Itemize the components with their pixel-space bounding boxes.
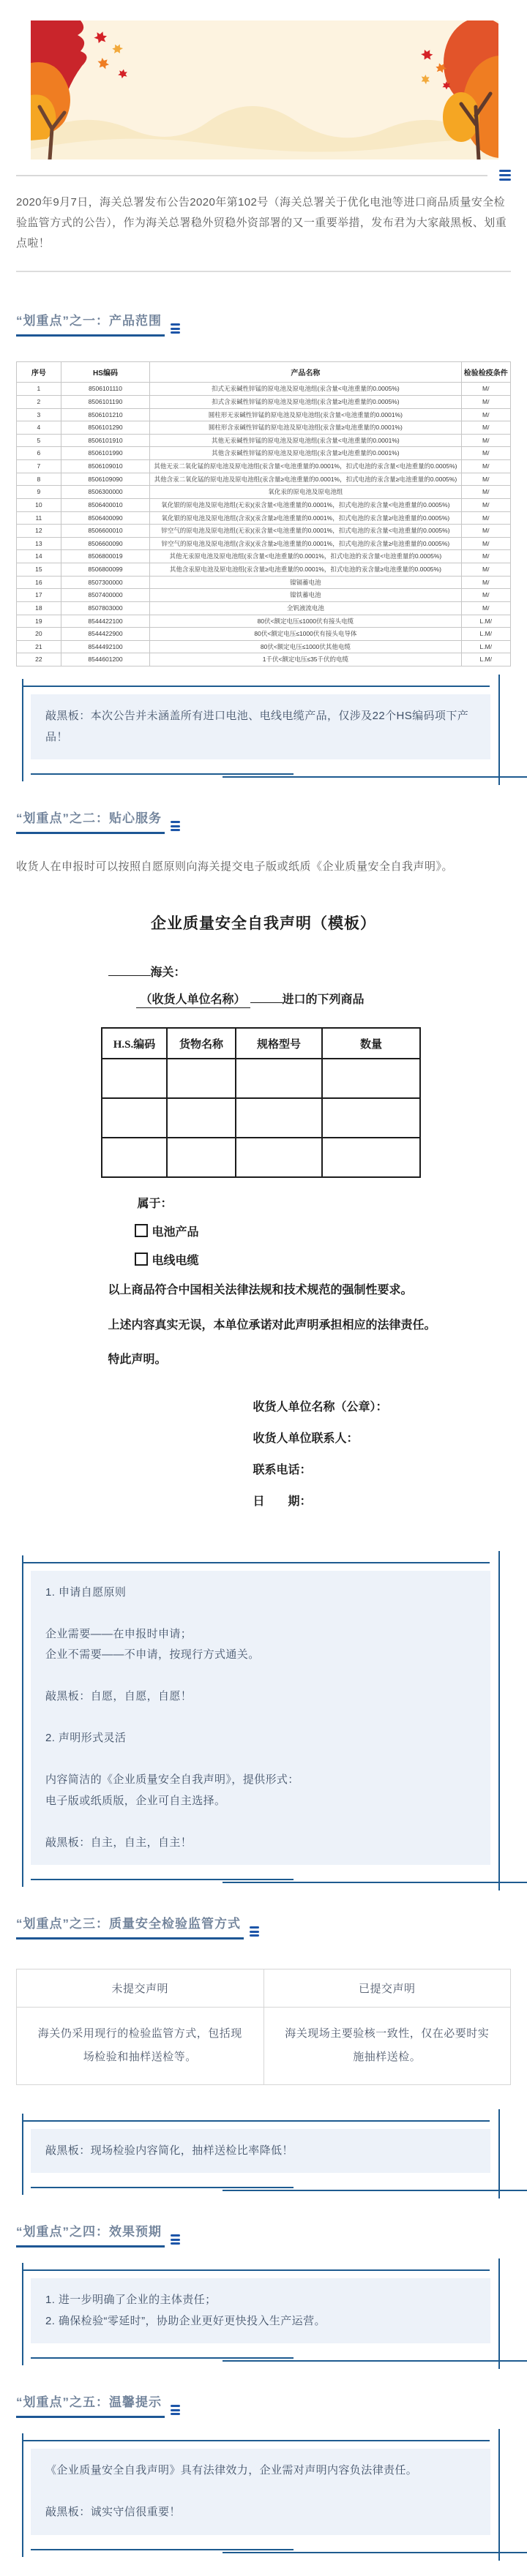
form-col-header: 规格型号 bbox=[236, 1028, 323, 1059]
form-empty-cell bbox=[236, 1138, 323, 1177]
section-title: “划重点”之一：产品范围 bbox=[16, 310, 165, 337]
blank-underline bbox=[108, 964, 151, 976]
section-heading-1 bbox=[16, 310, 511, 337]
section-heading-2 bbox=[16, 808, 511, 834]
table-row bbox=[17, 383, 511, 396]
cell-cond: M/ bbox=[461, 511, 511, 525]
callout-line: 敲黑板：诚实守信很重要！ bbox=[45, 2506, 181, 2519]
checkbox-icon bbox=[135, 1253, 148, 1266]
cell-hs: 8544422100 bbox=[61, 615, 150, 628]
table-row bbox=[17, 473, 511, 486]
cell-name: 其他含汞原电池及原电池组(汞含量≥电池重量的0.0001%，扣式电池的汞含量≥电池重量的0.0005%) bbox=[150, 563, 461, 577]
callout-border bbox=[22, 679, 23, 781]
form-empty-cell bbox=[102, 1138, 168, 1177]
form-empty-cell bbox=[236, 1059, 323, 1098]
form-checkbox-row bbox=[135, 1251, 463, 1268]
hamburger-icon bbox=[171, 2405, 180, 2415]
table-row bbox=[17, 537, 511, 550]
cell-no: 14 bbox=[17, 550, 61, 563]
compare-cell-no-declaration: 海关仍采用现行的检验监管方式，包括现场检验和抽样送检等。 bbox=[17, 2008, 264, 2085]
table-row bbox=[17, 498, 511, 511]
product-table-body bbox=[17, 383, 511, 666]
table-row bbox=[17, 615, 511, 628]
callout-border bbox=[498, 2258, 500, 2369]
form-empty-cell bbox=[102, 1059, 168, 1098]
cell-cond: M/ bbox=[461, 576, 511, 589]
cell-cond: L.M/ bbox=[461, 615, 511, 628]
form-paragraph: 上述内容真实无误，本单位承诺对此声明承担相应的法律责任。 bbox=[108, 1318, 436, 1332]
cell-no: 1 bbox=[17, 383, 61, 396]
form-empty-row bbox=[102, 1138, 420, 1177]
section-heading-4 bbox=[16, 2221, 511, 2248]
form-table-header-row bbox=[102, 1028, 420, 1059]
table-row bbox=[17, 550, 511, 563]
cell-cond: M/ bbox=[461, 498, 511, 511]
cell-cond: M/ bbox=[461, 563, 511, 577]
cell-hs: 8544601200 bbox=[61, 653, 150, 666]
callout-line: 敲黑板：现场检验内容简化，抽样送检比率降低！ bbox=[45, 2144, 294, 2157]
form-empty-cell bbox=[236, 1098, 323, 1138]
blackboard-callout-2 bbox=[22, 1562, 500, 1876]
cell-name: 圆柱形含汞碱性锌锰的原电池及原电池组(汞含量≥电池重量的0.0001%) bbox=[150, 421, 461, 435]
cell-cond: M/ bbox=[461, 550, 511, 563]
cell-hs: 8506101190 bbox=[61, 395, 150, 408]
cell-hs: 8506101210 bbox=[61, 408, 150, 421]
divider-line bbox=[16, 271, 511, 272]
callout-line bbox=[45, 1708, 476, 1729]
callout-border bbox=[22, 1562, 490, 1563]
callout-border bbox=[22, 1555, 23, 1888]
cell-name: 圆柱形无汞碱性锌锰的原电池及原电池组(汞含量<电池重量的0.0001%) bbox=[150, 408, 461, 421]
cell-cond: M/ bbox=[461, 460, 511, 473]
banner-container bbox=[0, 0, 527, 159]
cell-name: 其他无汞碱性锌锰的原电池及原电池组(汞含量<电池重量的0.0001%) bbox=[150, 434, 461, 447]
compare-table bbox=[16, 1969, 511, 2085]
section-title: “划重点”之四：效果预期 bbox=[16, 2221, 165, 2248]
callout-border bbox=[22, 2114, 23, 2196]
callout-line: 企业不需要——不申请，按现行方式通关。 bbox=[45, 1648, 260, 1661]
cell-name: 锌空气的原电池及原电池组(含汞)(汞含量≥电池重量的0.0001%，扣式电池的汞含量≥电池重量的0.0005%) bbox=[150, 537, 461, 550]
callout-line: 敲黑板：自主，自主，自主！ bbox=[45, 1836, 193, 1849]
product-table-header-row bbox=[17, 362, 511, 383]
hamburger-icon bbox=[171, 2234, 180, 2245]
cell-cond: M/ bbox=[461, 601, 511, 615]
form-empty-cell bbox=[322, 1138, 419, 1177]
form-goods-label: 进口的下列商品 bbox=[282, 994, 365, 1006]
cell-no: 22 bbox=[17, 653, 61, 666]
cell-no: 20 bbox=[17, 628, 61, 641]
cell-hs: 8506101110 bbox=[61, 383, 150, 396]
blackboard-callout-5 bbox=[22, 2440, 500, 2545]
callout-border bbox=[223, 2360, 527, 2362]
cell-hs: 8506101290 bbox=[61, 421, 150, 435]
col-header-cond: 检验检疫条件 bbox=[461, 362, 511, 383]
cell-hs: 8544492100 bbox=[61, 640, 150, 653]
table-row bbox=[17, 460, 511, 473]
autumn-trees-illustration bbox=[31, 20, 498, 159]
callout-line: 企业需要——在申报时申请； bbox=[45, 1627, 193, 1640]
checkbox-label: 电池产品 bbox=[152, 1226, 199, 1239]
cell-hs: 8506400090 bbox=[61, 511, 150, 525]
cell-hs: 8544422900 bbox=[61, 628, 150, 641]
product-table bbox=[16, 361, 511, 666]
callout-border bbox=[22, 2263, 23, 2365]
form-signature-line: 联系电话： bbox=[253, 1464, 312, 1477]
table-row bbox=[17, 395, 511, 408]
cell-hs: 8506600090 bbox=[61, 537, 150, 550]
cell-name: 全钒液流电池 bbox=[150, 601, 461, 615]
callout-body bbox=[31, 2278, 490, 2343]
hamburger-icon[interactable] bbox=[499, 170, 511, 181]
checkbox-label: 电线电缆 bbox=[152, 1255, 199, 1267]
cell-hs: 8506101990 bbox=[61, 447, 150, 460]
callout-border bbox=[22, 2433, 23, 2557]
form-signature-line: 收货人单位联系人： bbox=[253, 1432, 359, 1445]
cell-cond: M/ bbox=[461, 447, 511, 460]
content-divider bbox=[16, 170, 511, 181]
cell-cond: M/ bbox=[461, 434, 511, 447]
table-row bbox=[17, 576, 511, 589]
callout-line bbox=[45, 2482, 476, 2503]
form-col-header: H.S.编码 bbox=[102, 1028, 168, 1059]
callout-line: 《企业质量安全自我声明》具有法律效力，企业需对声明内容负法律责任。 bbox=[45, 2464, 418, 2477]
callout-border bbox=[31, 1879, 294, 1880]
form-signature-block bbox=[253, 1392, 463, 1518]
callout-border bbox=[223, 2552, 527, 2553]
form-empty-cell bbox=[167, 1059, 235, 1098]
form-consignee-line bbox=[136, 990, 463, 1007]
cell-no: 15 bbox=[17, 563, 61, 577]
cell-cond: M/ bbox=[461, 395, 511, 408]
cell-cond: L.M/ bbox=[461, 628, 511, 641]
cell-no: 17 bbox=[17, 589, 61, 602]
table-row bbox=[17, 563, 511, 577]
cell-name: 氧化汞的原电池及原电池组 bbox=[150, 486, 461, 499]
compare-col-with-declaration: 已提交声明 bbox=[264, 1969, 511, 2008]
form-empty-row bbox=[102, 1098, 420, 1138]
form-empty-cell bbox=[322, 1059, 419, 1098]
cell-name: 其他无汞原电池及原电池组(汞含量<电池重量的0.0001%，扣式电池的汞含量<电池重量的0.0005%) bbox=[150, 550, 461, 563]
cell-name: 氧化银的原电池及原电池组(含汞)(汞含量≥电池重量的0.0001%，扣式电池的汞含量≥电池重量的0.0005%) bbox=[150, 511, 461, 525]
cell-hs: 8507400000 bbox=[61, 589, 150, 602]
callout-line bbox=[45, 1811, 476, 1833]
blackboard-callout-1 bbox=[22, 686, 500, 770]
table-row bbox=[17, 601, 511, 615]
cell-cond: M/ bbox=[461, 486, 511, 499]
form-paragraph: 特此声明。 bbox=[108, 1353, 167, 1367]
callout-border bbox=[22, 686, 490, 687]
form-empty-cell bbox=[167, 1098, 235, 1138]
cell-cond: M/ bbox=[461, 537, 511, 550]
cell-hs: 8506300000 bbox=[61, 486, 150, 499]
hamburger-icon bbox=[171, 821, 180, 831]
cell-hs: 8506800019 bbox=[61, 550, 150, 563]
table-row bbox=[17, 653, 511, 666]
cell-no: 5 bbox=[17, 434, 61, 447]
cell-name: 80伏<额定电压≤1000伏有接头电导体 bbox=[150, 628, 461, 641]
cell-cond: L.M/ bbox=[461, 640, 511, 653]
cell-hs: 8506600010 bbox=[61, 525, 150, 538]
cell-no: 16 bbox=[17, 576, 61, 589]
checkbox-icon bbox=[135, 1224, 148, 1237]
callout-line: 1. 进一步明确了企业的主体责任； bbox=[45, 2294, 217, 2307]
cell-name: 镍镉蓄电池 bbox=[150, 576, 461, 589]
callout-border bbox=[498, 2109, 500, 2199]
cell-name: 扣式含汞碱性锌锰的原电池及原电池组(汞含量≥电池重量的0.0005%) bbox=[150, 395, 461, 408]
section-heading-5 bbox=[16, 2392, 511, 2418]
cell-hs: 8507803000 bbox=[61, 601, 150, 615]
callout-body bbox=[31, 2449, 490, 2535]
cell-name: 其他含汞二氧化锰的原电池及原电池组(汞含量≥电池重量的0.0001%，扣式电池的汞含量≥电池重量的0.0005%) bbox=[150, 473, 461, 486]
cell-no: 6 bbox=[17, 447, 61, 460]
cell-no: 18 bbox=[17, 601, 61, 615]
callout-body bbox=[31, 2129, 490, 2174]
callout-border bbox=[223, 776, 527, 778]
form-empty-cell bbox=[322, 1098, 419, 1138]
table-row bbox=[17, 628, 511, 641]
table-row bbox=[17, 589, 511, 602]
col-header-hs: HS编码 bbox=[61, 362, 150, 383]
form-signature-line: 日 期： bbox=[253, 1495, 312, 1509]
cell-cond: M/ bbox=[461, 383, 511, 396]
callout-line bbox=[45, 1666, 476, 1687]
form-goods-table bbox=[101, 1027, 421, 1178]
cell-no: 9 bbox=[17, 486, 61, 499]
table-row bbox=[17, 434, 511, 447]
callout-border bbox=[31, 2549, 294, 2550]
callout-border bbox=[31, 2187, 294, 2188]
cell-hs: 8506109090 bbox=[61, 473, 150, 486]
cell-name: 80伏<额定电压≤1000伏其他电缆 bbox=[150, 640, 461, 653]
cell-no: 19 bbox=[17, 615, 61, 628]
cell-cond: M/ bbox=[461, 408, 511, 421]
cell-no: 13 bbox=[17, 537, 61, 550]
divider-line bbox=[16, 175, 487, 176]
cell-no: 4 bbox=[17, 421, 61, 435]
consignee-name-underlined: （收货人单位名称） bbox=[136, 994, 250, 1008]
cell-hs: 8506101910 bbox=[61, 434, 150, 447]
cell-no: 8 bbox=[17, 473, 61, 486]
table-row bbox=[17, 447, 511, 460]
blackboard-callout-3 bbox=[22, 2120, 500, 2184]
callout-border bbox=[498, 675, 500, 785]
form-empty-row bbox=[102, 1059, 420, 1098]
section-title: “划重点”之五：温馨提示 bbox=[16, 2392, 165, 2418]
callout-line: 敲黑板：自愿，自愿，自愿！ bbox=[45, 1690, 193, 1703]
section-heading-3 bbox=[16, 1913, 511, 1939]
cell-no: 12 bbox=[17, 525, 61, 538]
callout-line: 内容简洁的《企业质量安全自我声明》，提供形式： bbox=[45, 1773, 299, 1787]
cell-no: 21 bbox=[17, 640, 61, 653]
blank-underline bbox=[250, 991, 283, 1003]
cell-cond: M/ bbox=[461, 525, 511, 538]
callout-border bbox=[22, 2120, 490, 2122]
callout-border bbox=[31, 773, 294, 775]
callout-body bbox=[31, 1571, 490, 1866]
table-row bbox=[17, 408, 511, 421]
cell-cond: M/ bbox=[461, 421, 511, 435]
table-row bbox=[17, 421, 511, 435]
cell-no: 11 bbox=[17, 511, 61, 525]
callout-line: 2. 声明形式灵活 bbox=[45, 1732, 127, 1745]
cell-name: 锌空气的原电池及原电池组(无汞)(汞含量<电池重量的0.0001%，扣式电池的汞含量<电池重量的0.0005%) bbox=[150, 525, 461, 538]
callout-line: 1. 申请自愿原则 bbox=[45, 1585, 127, 1599]
cell-name: 1千伏<额定电压≤35千伏的电缆 bbox=[150, 653, 461, 666]
callout-line: 敲黑板：本次公告并未涵盖所有进口电池、电线电缆产品，仅涉及22个HS编码项下产品！ bbox=[45, 710, 469, 743]
form-col-header: 货物名称 bbox=[167, 1028, 235, 1059]
form-paragraph: 以上商品符合中国相关法律法规和技术规范的强制性要求。 bbox=[108, 1284, 413, 1296]
cell-hs: 8507300000 bbox=[61, 576, 150, 589]
cell-name: 其他含汞碱性锌锰的原电池及原电池组(汞含量≥电池重量的0.0001%) bbox=[150, 447, 461, 460]
col-header-name: 产品名称 bbox=[150, 362, 461, 383]
form-paragraphs bbox=[64, 1278, 463, 1373]
cell-no: 10 bbox=[17, 498, 61, 511]
form-customs-line bbox=[108, 963, 463, 980]
callout-border bbox=[22, 2440, 490, 2441]
table-row bbox=[17, 525, 511, 538]
callout-line: 2. 确保检验“零延时”，协助企业更好更快投入生产运营。 bbox=[45, 2314, 326, 2327]
hamburger-icon bbox=[171, 323, 180, 334]
cell-no: 7 bbox=[17, 460, 61, 473]
compare-cell-with-declaration: 海关现场主要验核一致性，仅在必要时实施抽样送检。 bbox=[264, 2008, 511, 2085]
callout-border bbox=[22, 2269, 490, 2271]
form-col-header: 数量 bbox=[322, 1028, 419, 1059]
form-customs-label: 海关： bbox=[150, 966, 186, 979]
section-title: “划重点”之二：贴心服务 bbox=[16, 808, 165, 834]
cell-no: 3 bbox=[17, 408, 61, 421]
cell-name: 镍铁蓄电池 bbox=[150, 589, 461, 602]
compare-header-row bbox=[17, 1969, 511, 2008]
callout-border bbox=[223, 2190, 527, 2191]
callout-line bbox=[45, 1603, 476, 1624]
form-empty-cell bbox=[102, 1098, 168, 1138]
table-row bbox=[17, 640, 511, 653]
cell-cond: M/ bbox=[461, 473, 511, 486]
col-header-no: 序号 bbox=[17, 362, 61, 383]
cell-name: 扣式无汞碱性锌锰的原电池及原电池组(汞含量<电池重量的0.0005%) bbox=[150, 383, 461, 396]
table-row bbox=[17, 511, 511, 525]
cell-hs: 8506109010 bbox=[61, 460, 150, 473]
cell-hs: 8506400010 bbox=[61, 498, 150, 511]
callout-border bbox=[498, 1551, 500, 1891]
cell-name: 其他无汞二氧化锰的原电池及原电池组(汞含量<电池重量的0.0001%，扣式电池的汞含量<电池重量的0.0005%) bbox=[150, 460, 461, 473]
cell-no: 2 bbox=[17, 395, 61, 408]
section-title: “划重点”之三：质量安全检验监管方式 bbox=[16, 1913, 244, 1939]
compare-col-no-declaration: 未提交声明 bbox=[17, 1969, 264, 2008]
form-signature-line: 收货人单位名称（公章）： bbox=[253, 1400, 388, 1413]
form-options bbox=[64, 1223, 463, 1268]
table-row bbox=[17, 486, 511, 499]
callout-line: 电子版或纸质版，企业可自主选择。 bbox=[45, 1794, 226, 1807]
cell-hs: 8506800099 bbox=[61, 563, 150, 577]
callout-body bbox=[31, 694, 490, 759]
cell-name: 氧化银的原电池及原电池组(无汞)(汞含量<电池重量的0.0001%，扣式电池的汞含量<电池重量的0.0005%) bbox=[150, 498, 461, 511]
section2-paragraph: 收货人在申报时可以按照自愿原则向海关提交电子版或纸质《企业质量安全自我声明》。 bbox=[16, 860, 454, 873]
form-title: 企业质量安全自我声明（模板） bbox=[151, 915, 376, 932]
hamburger-icon bbox=[250, 1926, 259, 1937]
compare-body-row bbox=[17, 2008, 511, 2085]
cell-cond: M/ bbox=[461, 589, 511, 602]
form-empty-cell bbox=[167, 1138, 235, 1177]
cell-name: 80伏<额定电压≤1000伏有接头电缆 bbox=[150, 615, 461, 628]
callout-border bbox=[223, 1882, 527, 1883]
callout-border bbox=[498, 2429, 500, 2561]
cell-cond: L.M/ bbox=[461, 653, 511, 666]
form-belongs-label: 属于： bbox=[137, 1198, 173, 1210]
callout-line bbox=[45, 1749, 476, 1770]
declaration-form-image bbox=[64, 912, 463, 1518]
form-checkbox-row bbox=[135, 1223, 463, 1239]
blackboard-callout-4 bbox=[22, 2269, 500, 2354]
intro-paragraph: 2020年9月7日，海关总署发布公告2020年第102号（海关总署关于优化电池等进口商品质量安全检验监管方式的公告），作为海关总署稳外贸稳外资部署的又一重要举措，发布君为大家敲黑板、划重点啦！ bbox=[16, 196, 507, 249]
callout-border bbox=[31, 2357, 294, 2359]
